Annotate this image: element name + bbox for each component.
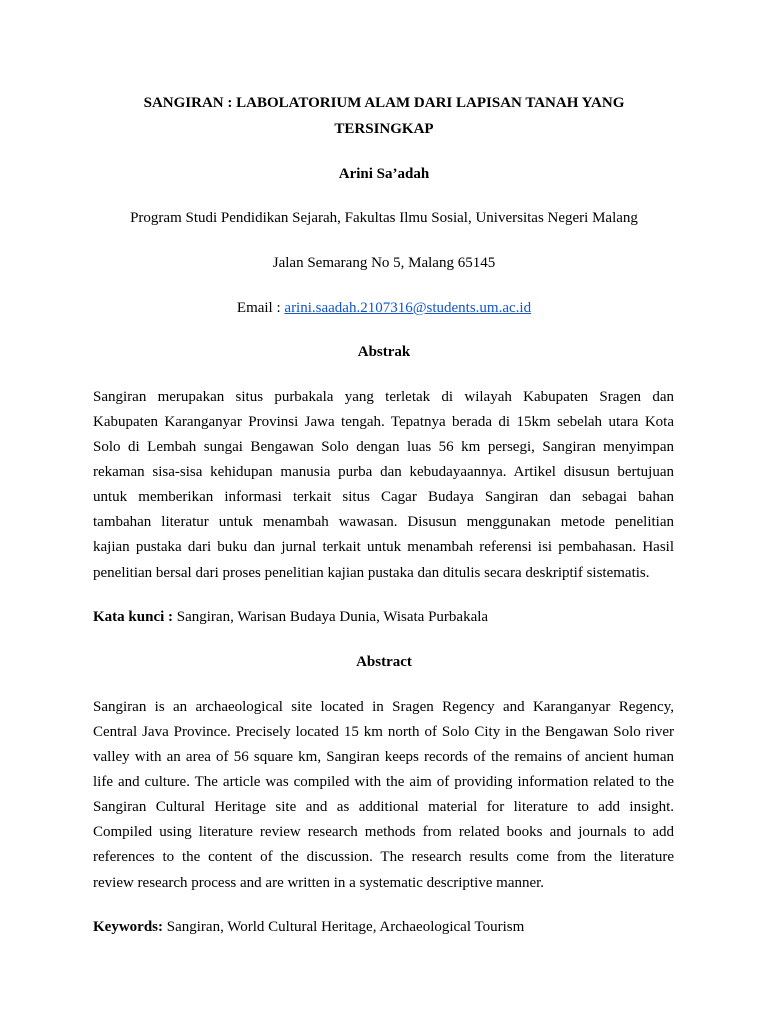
author-name: Arini Sa’adah: [338, 166, 430, 182]
keywords-text: Sangiran, World Cultural Heritage, Archaeological Tourism: [166, 919, 525, 935]
abstrak-line: tambahan literatur untuk menambah wawasan. Disusun menggunakan metode penelitian: [93, 514, 674, 530]
abstrak-line: untuk memberikan informasi terkait situs Cagar Budaya Sangiran dan sebagai bahan: [93, 489, 674, 505]
abstrak-line: Sangiran merupakan situs purbakala yang terletak di wilayah Kabupaten Sragen dan: [93, 389, 674, 405]
kata-kunci-line: [93, 607, 674, 627]
paper-title-line-2: TERSINGKAP: [334, 121, 434, 137]
abstract-line: review research process and are written in a systematic descriptive manner.: [93, 875, 545, 891]
keywords-line: [93, 917, 674, 937]
abstrak-line: rekaman sisa-sisa kehidupan manusia purba dan kebudayaannya. Artikel disusun bertujuan: [93, 464, 674, 480]
abstract-line: references to the content of the discussion. The research results come from the literature: [93, 849, 674, 865]
kata-kunci-text: Sangiran, Warisan Budaya Dunia, Wisata Purbakala: [176, 609, 489, 625]
abstract-line: Sangiran is an archaeological site located in Sragen Regency and Karanganyar Regency,: [93, 699, 674, 715]
abstrak-line: kajian pustaka dari buku dan jurnal terkait untuk menambah referensi isi pembahasan. Hasil: [93, 539, 674, 555]
abstrak-line: Solo di Lembah sungai Bengawan Solo dengan luas 56 km persegi, Sangiran menyimpan: [93, 439, 674, 455]
abstract-line: Central Java Province. Precisely located 15 km north of Solo City in the Bengawan Solo river: [93, 724, 674, 740]
abstrak-line: penelitian bersal dari proses penelitian kajian pustaka dan ditulis secara deskriptif sistematis.: [93, 565, 650, 581]
kata-kunci-label: Kata kunci :: [93, 609, 177, 625]
email-label: Email :: [236, 300, 285, 316]
email-link[interactable]: arini.saadah.2107316@students.um.ac.id: [284, 300, 532, 316]
abstrak-heading: Abstrak: [357, 344, 411, 360]
abstract-line: valley with an area of 56 square km, Sangiran keeps records of the remains of ancient human: [93, 749, 674, 765]
keywords-label: Keywords:: [93, 919, 167, 935]
abstract-heading: Abstract: [356, 654, 412, 670]
affiliation: Program Studi Pendidikan Sejarah, Fakultas Ilmu Sosial, Universitas Negeri Malang: [130, 210, 638, 226]
abstract-line: Compiled using literature review research methods from related books and journals to add: [93, 824, 674, 840]
abstrak-line: Kabupaten Karanganyar Provinsi Jawa tengah. Tepatnya berada di 15km sebelah utara Kota: [93, 414, 674, 430]
abstract-line: Sangiran Cultural Heritage site and as additional material for literature to add insight.: [93, 799, 674, 815]
email-line: [0, 298, 768, 318]
address: Jalan Semarang No 5, Malang 65145: [272, 255, 496, 271]
abstract-line: life and culture. The article was compiled with the aim of providing information related to the: [93, 774, 674, 790]
paper-title-line-1: SANGIRAN : LABOLATORIUM ALAM DARI LAPISAN TANAH YANG: [143, 95, 625, 111]
